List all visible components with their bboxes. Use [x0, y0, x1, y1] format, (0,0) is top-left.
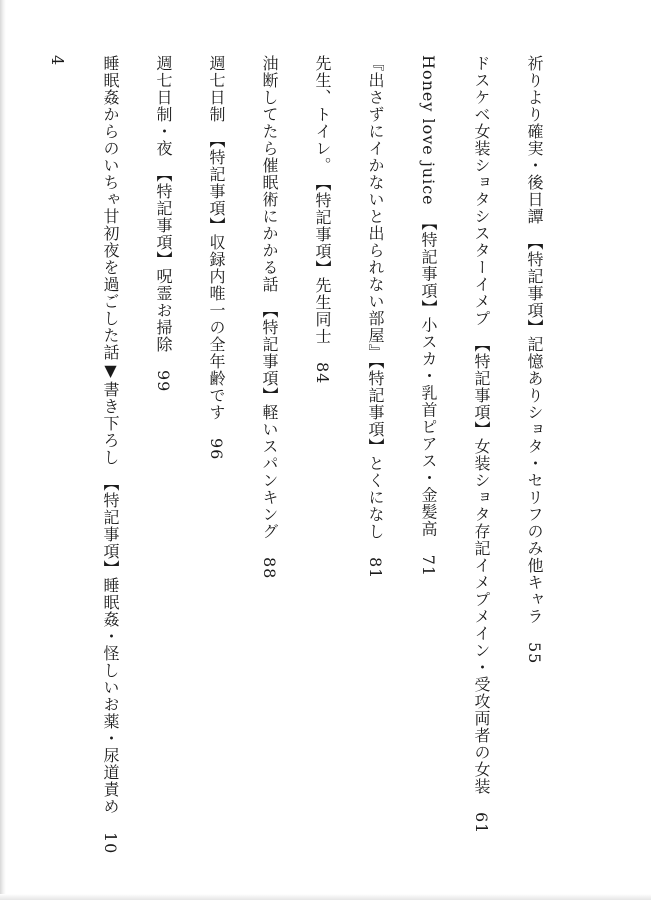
toc-entry-note: 【特記事項】先生同士 [313, 183, 332, 345]
toc-entry[interactable] [190, 55, 243, 855]
toc-entry[interactable] [349, 55, 402, 855]
toc-entry-note: 【特記事項】睡眠姦・怪しいお薬・尿道責め [101, 483, 120, 815]
toc-entry-title: 週七日制 [207, 55, 226, 123]
toc-entry-page: 55 [525, 642, 544, 665]
toc-entry-page: 81 [366, 557, 385, 580]
toc-entry-page: 104 [48, 55, 120, 855]
toc-entry-page: 61 [472, 812, 491, 835]
toc-entry-title: Honey love juice [419, 55, 438, 206]
toc-entry[interactable] [508, 55, 561, 855]
toc-entry[interactable] [296, 55, 349, 855]
toc-entry-page: 71 [419, 554, 438, 577]
page-bottom-shadow [0, 894, 651, 900]
toc-entry-note: 【特記事項】記憶ありショタ・セリフのみ他キャラ [525, 242, 544, 625]
table-of-contents [31, 55, 561, 855]
page-edge-shadow [0, 0, 6, 900]
toc-entry-note: 【特記事項】女装ショタ存記イメプメイン・受攻両者の女装 [472, 344, 491, 795]
toc-entry-title: 油断してたら催眠術にかかる話 [260, 55, 279, 293]
toc-entry-title: ドスケベ女装ショタシスターイメプ [472, 55, 491, 327]
toc-entry-page: 84 [313, 362, 332, 385]
toc-entry-title: 先生、トイレ。 [313, 55, 332, 166]
toc-entry-note: 【特記事項】呪霊お掃除 [154, 174, 173, 353]
toc-entry-title: 祈りより確実・後日譚 [525, 55, 544, 225]
toc-entry[interactable] [31, 55, 137, 855]
toc-entry-page: 96 [207, 438, 226, 461]
toc-entry-page: 88 [260, 557, 279, 580]
toc-entry-note: 【特記事項】収録内唯一の全年齢です [207, 140, 226, 421]
toc-entry-note: 【特記事項】軽いスパンキング [260, 310, 279, 540]
toc-entry[interactable] [402, 55, 455, 855]
toc-entry-note: 【特記事項】とくになし [366, 361, 385, 540]
toc-entry-note: 【特記事項】小スカ・乳首ピアス・金髪高 [419, 222, 438, 538]
toc-entry[interactable] [455, 55, 508, 855]
toc-entry-page: 99 [154, 370, 173, 393]
toc-entry-title: 週七日制・夜 [154, 55, 173, 157]
toc-entry[interactable] [243, 55, 296, 855]
toc-entry-title: 『出さずにイかないと出られない部屋』 [366, 55, 385, 361]
toc-entry[interactable] [137, 55, 190, 855]
toc-entry-title: 睡眠姦からのいちゃ甘初夜を過ごした話▼書き下ろし [101, 55, 120, 466]
